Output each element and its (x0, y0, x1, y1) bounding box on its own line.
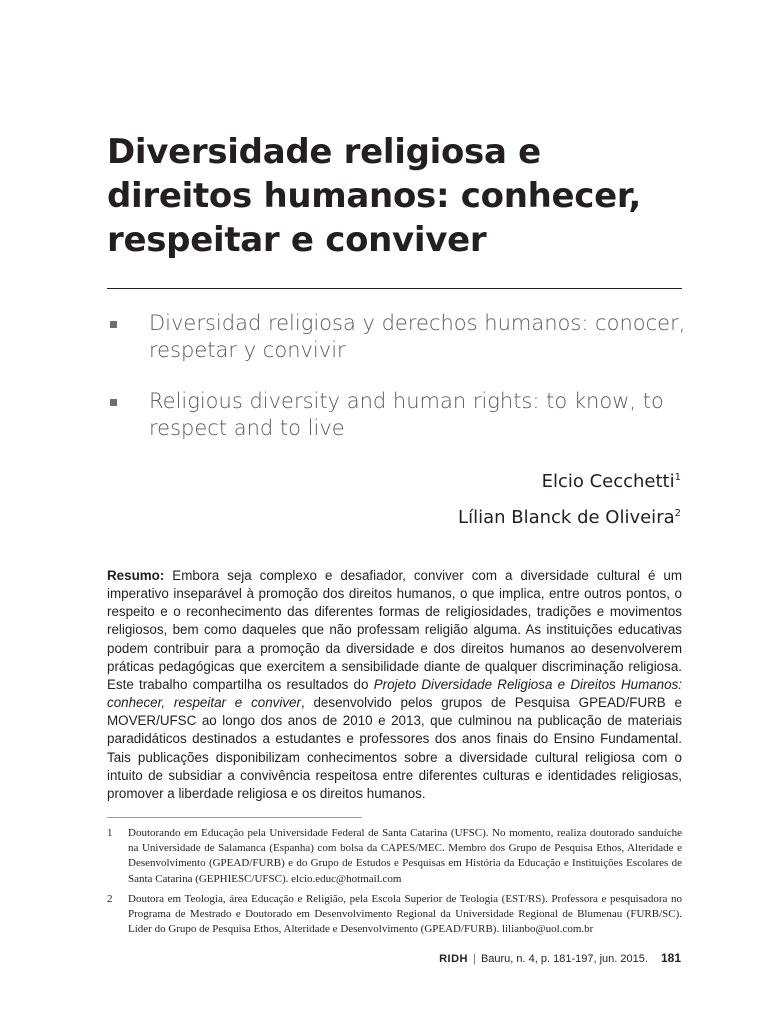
author-footnote-marker[interactable]: 2 (674, 508, 681, 519)
translated-title-text: Diversidad religiosa y derechos humanos: conocer, respetar y convivir (149, 311, 686, 362)
author-list (458, 462, 681, 534)
square-bullet-icon (110, 321, 117, 328)
footnotes (107, 826, 682, 942)
title-divider (107, 288, 682, 289)
project-title: Projeto Diversidade Religiosa e Direitos Humanos: conhecer, respeitar e conviver (107, 676, 682, 711)
footnote-divider (107, 817, 362, 818)
footnote-number: 1 (107, 827, 113, 839)
abstract-text: Embora seja complexo e desafiador, conviver com a diversidade cultural é um imperativo inseparável à promoção dos direitos humanos, o que implica, entre outros pontos, o respeito e o reconhecimento das diferentes formas de religiosidades, tradições e movimentos religiosos, bem como daqueles que não professam religião alguma. As instituições educativas podem contribuir para a promoção da diversidade e dos direitos humanos ao desenvolverem práticas pedagógicas que exercitem a sensibilidade diante de qualquer discriminação religiosa. Este trabalho compartilha os resultados do (107, 568, 682, 692)
author-footnote-marker[interactable]: 1 (674, 472, 681, 483)
footnote-text: Doutora em Teologia, área Educação e Religião, pela Escola Superior de Teologia (EST/RS). Professora e pesquisadora no Programa de Mestrado e Doutorado em Desenvolvimento Regional da Universidade Regional de Blumenau (FURB/SC). Líder do Grupo de Pesquisa Ethos, Alteridade e Desenvolvimento (GPEAD/FURB). lilianbo@uol.com.br (128, 892, 682, 936)
running-footer (439, 951, 681, 965)
abstract (107, 567, 682, 803)
abstract-label: Resumo: (107, 568, 165, 583)
page-number: 181 (660, 951, 681, 965)
translated-title-text: Religious diversity and human rights: to know, to respect and to live (149, 389, 664, 440)
author-name: Lílian Blanck de Oliveira (458, 507, 675, 528)
footnote-number: 2 (107, 892, 113, 905)
abstract-text-continued: , desenvolvido pelos grupos de Pesquisa GPEAD/FURB e MOVER/UFSC ao longo dos anos de 2010 e 2013, que culminou na publicação de materiais paradidáticos destinados a estudantes e professores dos anos finais do Ensino Fundamental. Tais publicações disponibilizam conhecimentos sobre a diversidade cultural religiosa com o intuito de subsidiar a convivência respeitosa entre diferentes culturas e identidades religiosas, promover a liberdade religiosa e os direitos humanos. (107, 695, 682, 801)
translated-titles (107, 310, 687, 466)
journal-name: RIDH (439, 953, 468, 965)
author-name: Elcio Cecchetti (541, 471, 675, 492)
footnote-2 (107, 892, 682, 938)
translated-title-english (107, 388, 687, 442)
author-1 (458, 462, 681, 498)
footnote-1 (107, 826, 682, 887)
citation-info: Bauru, n. 4, p. 181-197, jun. 2015. (480, 953, 648, 965)
translated-title-spanish (107, 310, 687, 364)
footer-separator: | (473, 953, 476, 965)
article-title: Diversidade religiosa e direitos humanos: conhecer, respeitar e conviver (107, 132, 641, 260)
square-bullet-icon (110, 399, 117, 406)
footnote-text: Doutorando em Educação pela Universidade Federal de Santa Catarina (UFSC). No momento, realiza doutorado sanduíche na Universidade de Salamanca (Espanha) com bolsa da CAPES/MEC. Membro dos Grupo de Pesquisa Ethos, Alteridade e Desenvolvimento (GPEAD/FURB) e do Grupo de Estudos e Pesquisas em História da Educação e Instituições Escolares de Santa Catarina (GEPHIESC/UFSC). elcio.educ@hotmail.com (128, 827, 682, 885)
author-2 (458, 498, 681, 534)
